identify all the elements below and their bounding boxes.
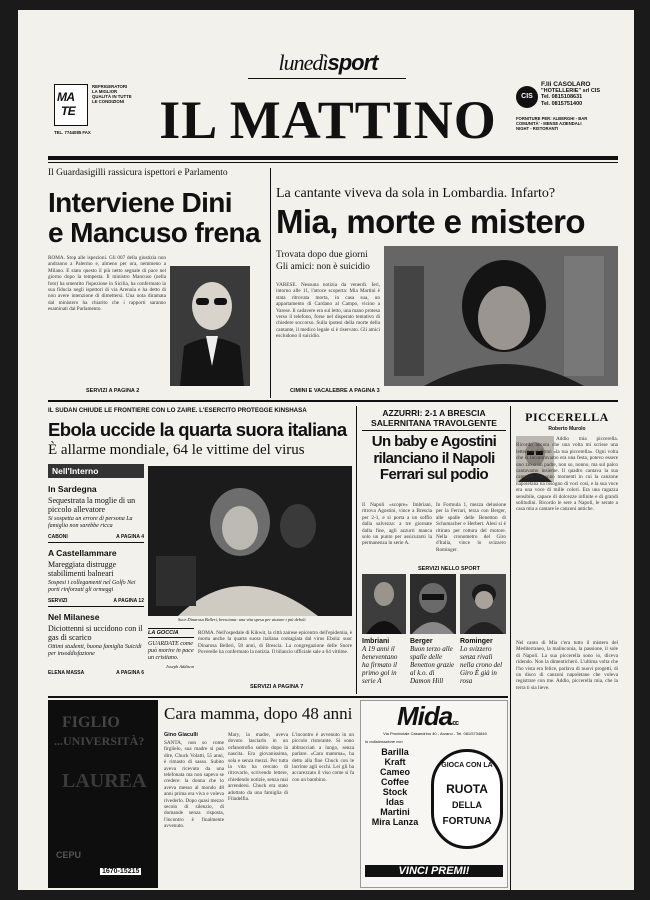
- mida-ad: [360, 700, 508, 888]
- sport-kicker-1: AZZURRI: 2-1 A BRESCIA: [382, 408, 486, 418]
- berger-photo: [410, 574, 456, 634]
- sport-col-3-text: Lo svizzero senza rivali nella crono del Giro È già in rosa: [460, 645, 503, 685]
- piccerella-body-continued: Nel canto di Mia c'era tutto il mistero del Mediterraneo, la malinconia, la passione, il sole di Napoli. La sua piccerella sono io, diceva ridendo. Non la dimenticherò. L'ultima volta che l'ho vista era felice, parlava di nuovi progetti, di un disco di canzoni napoletane che voleva registrare con me. Addio, piccerella mia, che la terra ti sia lieve.: [516, 640, 618, 691]
- left-ad-line-4: LE CONDIZIONI: [92, 99, 124, 104]
- laurea-ad: [48, 700, 158, 888]
- section-label: [248, 50, 408, 76]
- mida-address: Via Provinciale Casandrino 40 - Arzano - Tel. 081/5734840: [383, 731, 487, 736]
- interno-byline-1: CABONI: [48, 534, 68, 540]
- section-suffix: sport: [327, 50, 378, 75]
- piccerella-body: Addio mia piccerella. Ricordo ancora che una volta mi scrisse una lettera e si firmò «la tua piccerella». Ogni volta che ci incontravamo era una festa, potevo essere uno zio o un padre, non so, nonno, ma sul palco cantavamo insieme. Il quadro cantava la sua cantante, Ci sono momenti in cui la canzone napoletana ha bisogno di voci così, e la sua voce era una voce di mille colori. Era una ragazza sensibile, capace di dolcezze infinite e di grandi solitudini. Ricordo le sere a Napoli, le serate a casa mia a cantare le canzoni antiche.: [516, 436, 618, 513]
- sport-col-2-name: Berger: [410, 638, 433, 645]
- laurea-line-3: LAUREA: [62, 770, 147, 792]
- sport-col-1-text: A 19 anni il beneventano ha firmato il primo gol in serie A: [362, 645, 398, 685]
- laurea-phone: 1670-15215: [102, 868, 140, 875]
- left-ad-line-3: QUALITÀ IN TUTTE: [92, 94, 132, 99]
- dini-kicker: Il Guardasigilli rassicura ispettori e Parlamento: [48, 168, 228, 178]
- interno-region-2: A Castellammare: [48, 548, 117, 558]
- ebola-subhead: È allarme mondiale, 64 le vittime del virus: [48, 442, 305, 458]
- sport-col-3: [460, 638, 506, 685]
- left-masthead-ad: [54, 82, 134, 148]
- masthead-rule: [48, 156, 618, 160]
- mia-headline: Mia, morte e mistero: [276, 203, 585, 240]
- laurea-logo: CEPU: [56, 850, 82, 860]
- right-ad-name: F.lli CASOLARO: [541, 81, 591, 88]
- interno-panel: [48, 464, 144, 682]
- mida-slogan: VINCI PREMI!: [365, 865, 503, 877]
- mia-body: VARESE. Nessuna notizia da venerdì. Ieri, intorno alle 11, l'atroce scoperta: Mia Martini è stata ritrovata morta, in casa sua, un appartamento di Cardano al Campo, vicino a Varese. Il cadavere era sul letto, una mano protesa verso il telefono, forse nel disperato tentativo di chiedere soccorso. Sulla ipotesi della morte della cantante, il medico legale si è riservato. Gli amici escludono il suicidio.: [276, 282, 380, 340]
- goccia-box: [148, 628, 194, 688]
- mancuso-photo: [170, 266, 250, 386]
- interno-subhead-2: Sospesi i collegamenti nel Golfo Nei porti rinforzati gli ormeggi: [48, 580, 136, 593]
- left-ad-logo: MA TE: [54, 84, 88, 126]
- mida-brand-7: Martini: [380, 807, 410, 817]
- interno-region-3: Nel Milanese: [48, 612, 100, 622]
- ebola-caption: Suor Dinarosa Belleri, bresciana: una vita spesa per aiutare i più deboli: [178, 617, 306, 622]
- piccerella-byline: Roberto Murolo: [548, 426, 586, 432]
- mida-brand-1: Barilla: [381, 747, 409, 757]
- mia-kicker: La cantante viveva da sola in Lombardia. Infarto?: [276, 186, 556, 201]
- sport-headline: Un baby e Agostini rilanciano il Napoli Ferrari sul podio: [371, 433, 497, 483]
- mida-brand-5: Stock: [382, 787, 408, 797]
- interno-subhead-3: Ottimi studenti, buona famiglia Suicidi per insoddisfazione: [48, 644, 142, 657]
- interno-byline-3: ELENA MASSA: [48, 670, 85, 676]
- interno-header: Nell'Interno: [48, 464, 144, 478]
- right-ad-brand: "HOTELLERIE" srl CIS: [541, 88, 601, 95]
- imbriani-photo: [362, 574, 406, 634]
- laurea-line-2: ...UNIVERSITÀ?: [54, 734, 145, 748]
- wheel-line-4: FORTUNA: [442, 816, 492, 827]
- mia-subhead-1: Trovata dopo due giorni: [276, 250, 368, 260]
- sport-col-2: [410, 638, 456, 685]
- right-masthead-ad: [516, 82, 620, 148]
- interno-page-1: A PAGINA 4: [116, 534, 144, 540]
- nun-photo: [148, 466, 352, 616]
- goccia-title: LA GOCCIA: [148, 628, 194, 638]
- goccia-body: GUARDATE come può morire in pace un cristiano.: [148, 641, 194, 661]
- right-ad-line-3: NIGHT - RISTORANTI: [516, 126, 559, 131]
- right-ad-line-1: FORNITURE PER: ALBERGHI - BAR: [516, 116, 588, 121]
- ebola-footer: SERVIZI A PAGINA 7: [250, 684, 304, 690]
- cara-mamma-body-2: Mary, la madre, aveva dovuto lasciarlo in un orfanotrofio subito dopo la nascita. Era giovanissima, sola e senza mezzi. Per tutta la vita ha cercato di ritrovarlo, scrivendo lettere, chiedendo notizie, senza mai arrendersi. Chuck era stato adottato da una famiglia di Filadelfia.: [228, 732, 288, 803]
- dini-body: ROMA. Stop alle ispezioni. Gli 007 della giustizia non andranno a Palermo e, almeno per ora, nemmeno a Milano. E stato questo il più netto segnale di pace nel giorno dopo la tempesta. Il ministro Mancuso (nella foto) ha smentito l'ispezione in Sicilia, ha confermato la sua fiducia negli ispettori di via Arenula e ha detto di non avere intenzione di dimettersi. Una nota diramata dal ministero ha chiarito che i rapporti saranno esaminati dal Parlamento.: [48, 255, 166, 313]
- sport-col-2-text: Buon terzo alle spalle delle Benetton grazie al k.o. di Damon Hill: [410, 645, 455, 685]
- left-ad-line-2: LA MIGLIOR: [92, 89, 118, 94]
- sport-kicker-2: SALERNITANA TRAVOLGENTE: [371, 418, 497, 428]
- interno-byline-2: SERVIZI: [48, 598, 68, 604]
- dini-footer: SERVIZI A PAGINA 2: [86, 388, 140, 394]
- wheel-line-1: GIOCA CON LA: [441, 762, 493, 769]
- sport-servizi: SERVIZI NELLO SPORT: [418, 566, 480, 572]
- sport-col-1-name: Imbriani: [362, 638, 390, 645]
- interno-headline-1: Sequestrata la moglie di un piccolo allevatore: [48, 496, 136, 514]
- cara-mamma-body-3: L'incontro è avvenuto in un piccolo ristorante. Si sono abbracciati a lungo, senza parlare. «Cara mamma», ha detto alla fine Chuck con le lacrime agli occhi. Lei gli ha accarezzato il viso come si fa con un bambino.: [292, 732, 354, 783]
- piccerella-title: PICCERELLA: [525, 410, 609, 424]
- goccia-byline: Joseph Addison: [165, 664, 194, 669]
- mia-subhead-2: Gli amici: non è suicidio: [276, 262, 370, 272]
- mida-brand: Mida: [397, 701, 453, 731]
- interno-headline-3: Diciottenni si uccidono con il gas di scarico: [48, 624, 143, 642]
- newspaper-page: [18, 10, 634, 890]
- dini-headline-2: e Mancuso frena: [48, 217, 260, 248]
- wheel-line-2: RUOTA: [446, 782, 488, 796]
- sport-col-3-name: Rominger: [460, 638, 493, 645]
- cara-mamma-body-1: SANTA, non so come firglielo, sua madre si può dire, Chuck Volatti, 55 anni, è rimasto di sasso. Subito aveva ricevuto da una telefonata ma non sapeva se credere: la donna che lo aveva messo al mondo 48 anni prima era viva e voleva rivederlo. Dopo quasi mezzo secolo di silenzio, di domande senza risposta, l'incontro è finalmente avvenuto.: [164, 740, 224, 830]
- left-ad-line-1: REFRIGERATORI: [92, 84, 128, 89]
- mida-brand-2: Kraft: [384, 757, 406, 767]
- cara-mamma-headline: Cara mamma, dopo 48 anni: [164, 704, 353, 723]
- sport-kicker-block: [362, 408, 506, 428]
- sport-col-1: [362, 638, 406, 685]
- ebola-headline: Ebola uccide la quarta suora italiana: [48, 419, 347, 440]
- right-ad-tel-1: Tel. 0815108631: [541, 94, 583, 101]
- mida-brand-4: Coffee: [380, 777, 409, 787]
- cis-logo: CIS: [516, 86, 538, 108]
- sport-body-right: In Formula 1, mezza delusione per la Ferrari, terza con Berger, alle spalle delle Benetton di Schumacher e Herbert. Alesi si è ritirato per rottura del motore. Nella cronometro del Giro d'Italia, vince lo svizzero Rominger.: [436, 502, 506, 553]
- right-ad-tel-2: Tel. 0815751400: [541, 100, 583, 107]
- interno-subhead-1: Si sospetta un errore di persona La famiglia non sarebbe ricca: [48, 516, 133, 529]
- rominger-photo: [460, 574, 506, 634]
- mida-brand-6: Idas: [385, 797, 404, 807]
- fortune-wheel: [431, 749, 503, 849]
- wheel-line-3: DELLA: [452, 800, 482, 810]
- ebola-body: ROMA. Nell'ospedale di Kikwit, la città zairese epicentro dell'epidemia, è morta anche la quarta suora italiana contagiata dal virus Ebola: suor Dinarosa Belleri, 58 anni, di Brescia. La congregazione delle Suore Poverelle ha confermato la notizia. Il bilancio ufficiale sale a 64 vittime.: [198, 630, 352, 656]
- interno-region-1: In Sardegna: [48, 484, 97, 494]
- interno-page-2: A PAGINA 12: [113, 598, 144, 604]
- interno-headline-2: Mareggiata distrugge stabilimenti balneari: [48, 560, 117, 578]
- dini-headline-1: Interviene Dini: [48, 187, 232, 218]
- mia-footer: CIMINI E VACALEBRE A PAGINA 3: [290, 388, 380, 394]
- masthead-title: IL MATTINO: [159, 90, 497, 150]
- mida-brand-3: Cameo: [379, 767, 410, 777]
- ebola-kicker: IL SUDAN CHIUDE LE FRONTIERE CON LO ZAIRE. L'ESERCITO PROTEGGE KINSHASA: [48, 407, 307, 414]
- mida-brand-8: Mira Lanza: [371, 817, 419, 827]
- mia-martini-photo: [384, 246, 618, 386]
- sport-body-left: Il Napoli «scopre» Imbriani, ritrova Agostini, vince a Brescia per 2-1, e si porta a un soffio dalla salvezza: a tre giornate dalla fine, agli azzurri manca solo un punto per assicurarsi la permanenza in serie A.: [362, 502, 432, 547]
- laurea-line-1: FIGLIO: [62, 714, 120, 731]
- mida-suffix: cc: [452, 720, 459, 727]
- right-ad-line-2: COMUNITÀ' - MENSE AZIENDALI: [516, 121, 582, 126]
- interno-page-3: A PAGINA 6: [116, 670, 144, 676]
- cara-mamma-byline: Gino Giaculli: [164, 732, 198, 738]
- mida-intro: in collaborazione con: [365, 739, 403, 744]
- section-prefix: lunedì: [278, 50, 328, 75]
- left-ad-phone: TEL. 7744085 FAX: [54, 130, 91, 135]
